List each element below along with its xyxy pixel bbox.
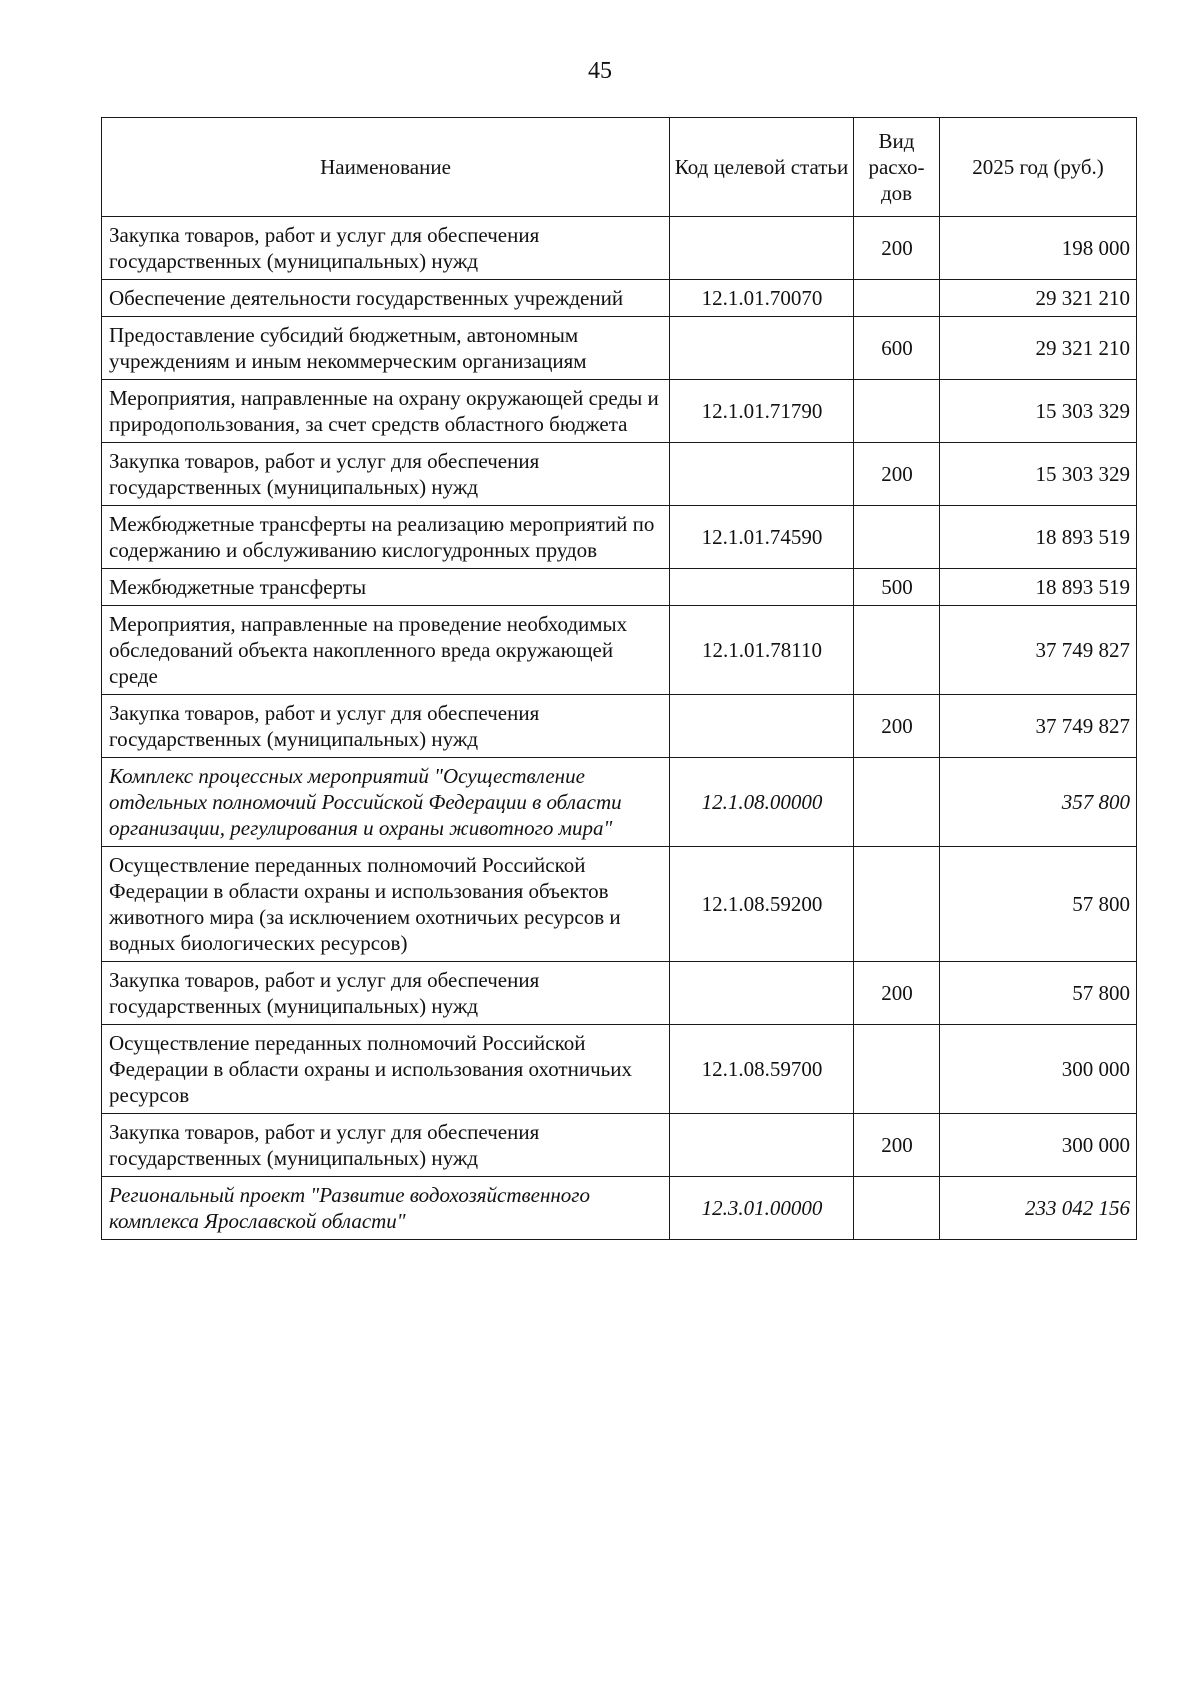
- name-cell: Региональный проект "Развитие водохозяйственного комплекса Ярославской области": [102, 1177, 670, 1240]
- amount-cell: 57 800: [940, 962, 1137, 1025]
- table-row: [102, 1025, 1137, 1114]
- table-row: [102, 695, 1137, 758]
- kind-cell: 200: [854, 443, 940, 506]
- code-cell: 12.3.01.00000: [670, 1177, 854, 1240]
- code-cell: [670, 217, 854, 280]
- amount-cell: 57 800: [940, 847, 1137, 962]
- name-cell: Предоставление субсидий бюджетным, автономным учреждениям и иным некоммерческим организациям: [102, 317, 670, 380]
- amount-cell: 18 893 519: [940, 506, 1137, 569]
- amount-cell: 29 321 210: [940, 317, 1137, 380]
- amount-cell: 15 303 329: [940, 443, 1137, 506]
- name-cell: Осуществление переданных полномочий Российской Федерации в области охраны и использования объектов животного мира (за исключением охотничьих ресурсов и водных биологических ресурсов): [102, 847, 670, 962]
- table-row: [102, 506, 1137, 569]
- code-cell: 12.1.08.00000: [670, 758, 854, 847]
- kind-cell: 200: [854, 962, 940, 1025]
- page-number: 45: [588, 58, 612, 84]
- code-cell: [670, 1114, 854, 1177]
- table-row: [102, 1177, 1137, 1240]
- table-row: [102, 380, 1137, 443]
- kind-cell: [854, 606, 940, 695]
- kind-cell: [854, 847, 940, 962]
- header-code: Код целевой статьи: [670, 118, 854, 217]
- kind-cell: 200: [854, 217, 940, 280]
- table-row: [102, 847, 1137, 962]
- kind-cell: [854, 758, 940, 847]
- code-cell: [670, 443, 854, 506]
- name-cell: Обеспечение деятельности государственных учреждений: [102, 280, 670, 317]
- table-row: [102, 280, 1137, 317]
- name-cell: Закупка товаров, работ и услуг для обеспечения государственных (муниципальных) нужд: [102, 443, 670, 506]
- table-row: [102, 1114, 1137, 1177]
- amount-cell: 15 303 329: [940, 380, 1137, 443]
- kind-cell: 200: [854, 1114, 940, 1177]
- header-row: [102, 118, 1137, 217]
- amount-cell: 37 749 827: [940, 695, 1137, 758]
- name-cell: Межбюджетные трансферты на реализацию мероприятий по содержанию и обслуживанию кислогудронных прудов: [102, 506, 670, 569]
- kind-cell: [854, 1025, 940, 1114]
- budget-table: [101, 117, 1137, 1240]
- kind-cell: 500: [854, 569, 940, 606]
- code-cell: 12.1.01.74590: [670, 506, 854, 569]
- name-cell: Закупка товаров, работ и услуг для обеспечения государственных (муниципальных) нужд: [102, 962, 670, 1025]
- amount-cell: 300 000: [940, 1114, 1137, 1177]
- table-row: [102, 569, 1137, 606]
- name-cell: Комплекс процессных мероприятий "Осуществление отдельных полномочий Российской Федерации в области организации, регулирования и охраны животного мира": [102, 758, 670, 847]
- amount-cell: 37 749 827: [940, 606, 1137, 695]
- code-cell: [670, 695, 854, 758]
- name-cell: Межбюджетные трансферты: [102, 569, 670, 606]
- kind-cell: [854, 380, 940, 443]
- table-row: [102, 217, 1137, 280]
- name-cell: Закупка товаров, работ и услуг для обеспечения государственных (муниципальных) нужд: [102, 217, 670, 280]
- code-cell: [670, 962, 854, 1025]
- table-row: [102, 962, 1137, 1025]
- amount-cell: 300 000: [940, 1025, 1137, 1114]
- code-cell: 12.1.01.70070: [670, 280, 854, 317]
- header-amount: 2025 год (руб.): [940, 118, 1137, 217]
- header-name: Наименование: [102, 118, 670, 217]
- header-kind: Вид расхо-дов: [854, 118, 940, 217]
- name-cell: Закупка товаров, работ и услуг для обеспечения государственных (муниципальных) нужд: [102, 695, 670, 758]
- code-cell: 12.1.01.78110: [670, 606, 854, 695]
- kind-cell: 200: [854, 695, 940, 758]
- kind-cell: [854, 1177, 940, 1240]
- amount-cell: 357 800: [940, 758, 1137, 847]
- kind-cell: [854, 280, 940, 317]
- name-cell: Осуществление переданных полномочий Российской Федерации в области охраны и использования охотничьих ресурсов: [102, 1025, 670, 1114]
- name-cell: Мероприятия, направленные на проведение необходимых обследований объекта накопленного вреда окружающей среде: [102, 606, 670, 695]
- code-cell: [670, 317, 854, 380]
- table-row: [102, 606, 1137, 695]
- amount-cell: 18 893 519: [940, 569, 1137, 606]
- name-cell: Закупка товаров, работ и услуг для обеспечения государственных (муниципальных) нужд: [102, 1114, 670, 1177]
- amount-cell: 198 000: [940, 217, 1137, 280]
- name-cell: Мероприятия, направленные на охрану окружающей среды и природопользования, за счет средств областного бюджета: [102, 380, 670, 443]
- kind-cell: [854, 506, 940, 569]
- table-row: [102, 317, 1137, 380]
- kind-cell: 600: [854, 317, 940, 380]
- table-row: [102, 443, 1137, 506]
- code-cell: [670, 569, 854, 606]
- table-row: [102, 758, 1137, 847]
- code-cell: 12.1.01.71790: [670, 380, 854, 443]
- code-cell: 12.1.08.59700: [670, 1025, 854, 1114]
- code-cell: 12.1.08.59200: [670, 847, 854, 962]
- amount-cell: 29 321 210: [940, 280, 1137, 317]
- amount-cell: 233 042 156: [940, 1177, 1137, 1240]
